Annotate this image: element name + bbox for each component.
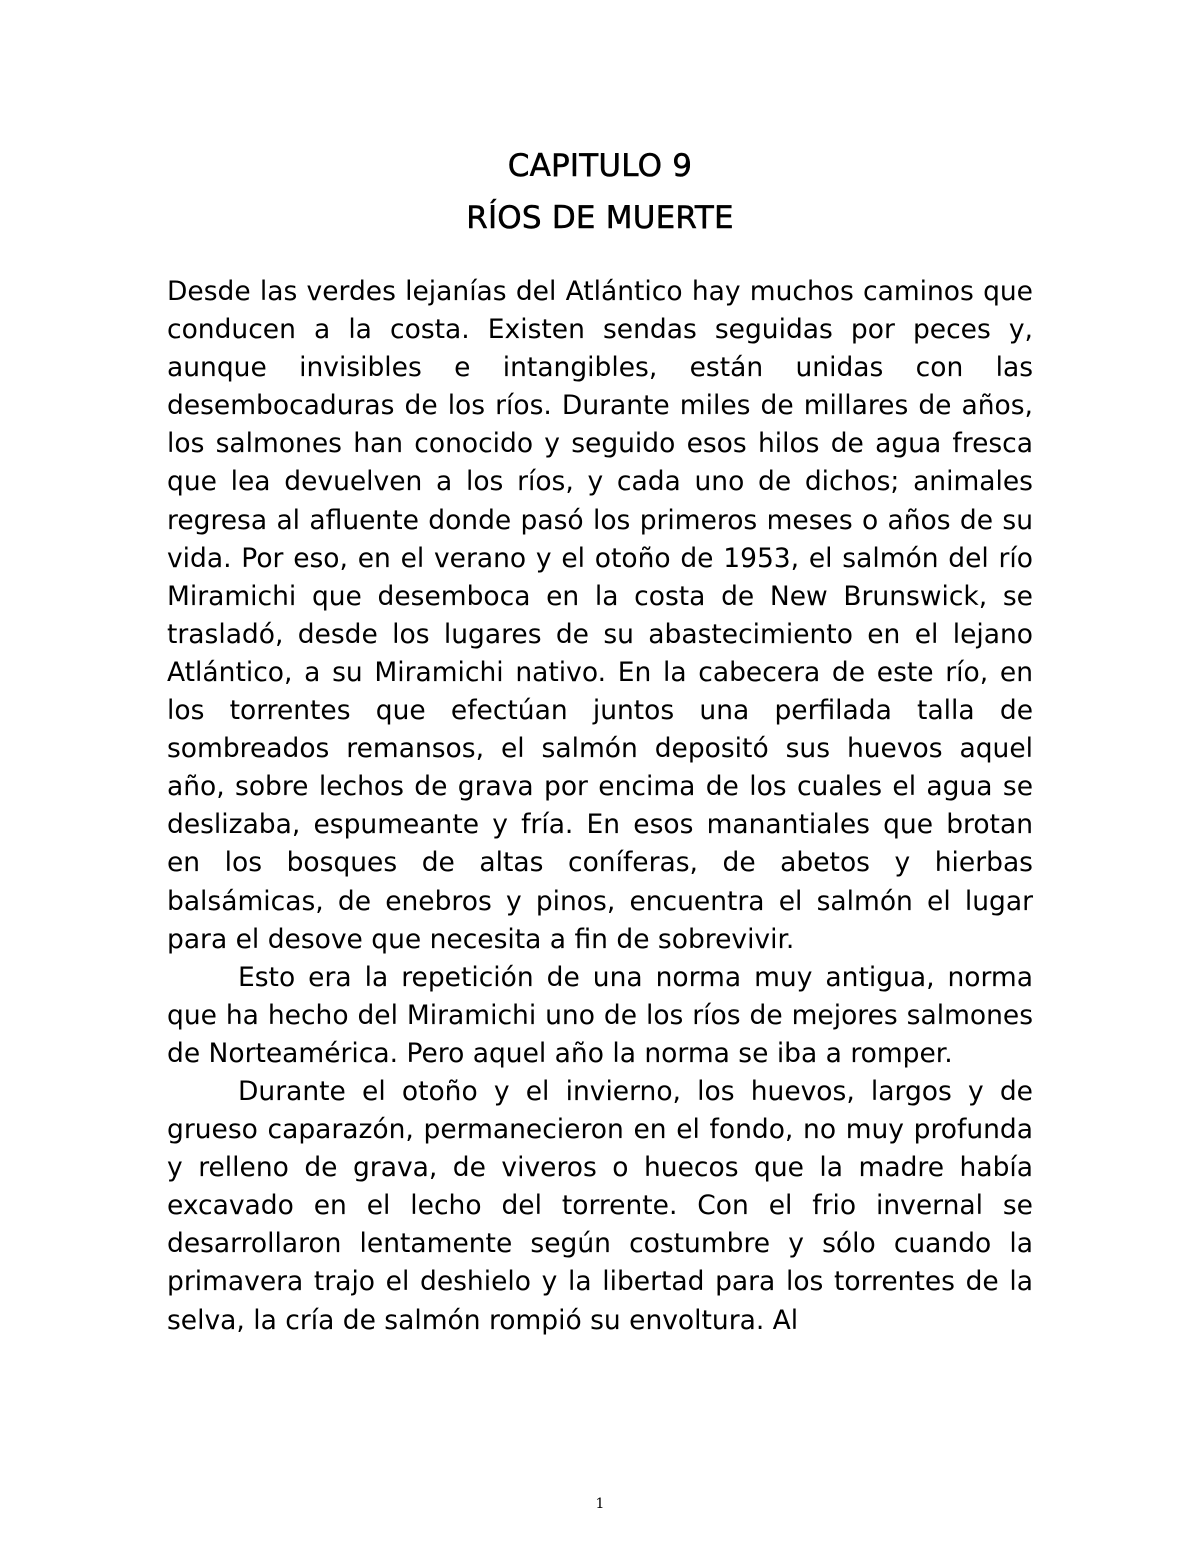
chapter-heading	[0, 140, 1200, 244]
paragraph: Desde las verdes lejanías del Atlántico hay muchos caminos que conducen a la costa. Existen sendas seguidas por peces y, aunque invisibles e intangibles, están unidas con las desembocaduras de los ríos. Durante miles de millares de años, los salmones han conocido y seguido esos hilos de agua fresca que lea devuelven a los ríos, y cada uno de dichos; animales regresa al afluente donde pasó los primeros meses o años de su vida. Por eso, en el verano y el otoño de 1953, el salmón del río Miramichi que desemboca en la costa de New Brunswick, se trasladó, desde los lugares de su abastecimiento en el lejano Atlántico, a su Miramichi nativo. En la cabecera de este río, en los torrentes que efectúan juntos una perfilada talla de sombreados remansos, el salmón depositó sus huevos aquel año, sobre lechos de grava por encima de los cuales el agua se deslizaba, espumeante y fría. En esos manantiales que brotan en los bosques de altas coníferas, de abetos y hierbas balsámicas, de enebros y pinos, encuentra el salmón el lugar para el desove que necesita a fin de sobrevivir.	[167, 276, 1033, 955]
chapter-label: CAPITULO 9	[507, 148, 693, 184]
chapter-body	[167, 273, 1033, 1340]
chapter-title: RÍOS DE MUERTE	[466, 200, 734, 236]
paragraph: Esto era la repetición de una norma muy antigua, norma que ha hecho del Miramichi uno de los ríos de mejores salmones de Norteamérica. Pero aquel año la norma se iba a romper.	[167, 961, 1033, 1069]
paragraph: Durante el otoño y el invierno, los huevos, largos y de grueso caparazón, permanecieron en el fondo, no muy profunda y relleno de grava, de viveros o huecos que la madre había excavado en el lecho del torrente. Con el frio invernal se desarrollaron lentamente según costumbre y sólo cuando la primavera trajo el deshielo y la libertad para los torrentes de la selva, la cría de salmón rompió su envoltura. Al	[167, 1075, 1033, 1336]
page-number: 1	[595, 1496, 605, 1512]
